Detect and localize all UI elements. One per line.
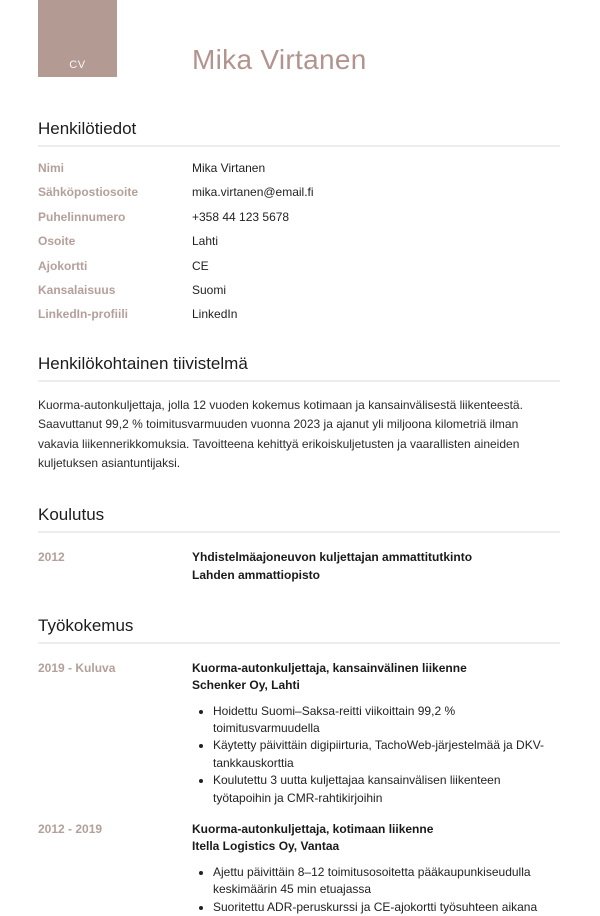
education-entries bbox=[38, 549, 560, 583]
entry-bullet: • Suoritettu ADR-peruskurssi ja CE-ajokortti työsuhteen aikana bbox=[213, 899, 560, 916]
info-row-value: +358 44 123 5678 bbox=[192, 209, 290, 224]
entry-period: 2012 bbox=[38, 550, 65, 565]
entry-subtitle: Itella Logistics Oy, Vantaa bbox=[192, 838, 340, 853]
experience-entries bbox=[38, 660, 560, 916]
info-row-value: Mika Virtanen bbox=[192, 161, 266, 175]
entry-period: 2012 - 2019 bbox=[38, 821, 103, 836]
info-row-label: Kansalaisuus bbox=[38, 282, 116, 297]
section-heading-personal: Henkilötiedot bbox=[38, 119, 560, 147]
cv-badge bbox=[38, 0, 117, 77]
entry-body bbox=[192, 549, 560, 583]
entry-bullet: • Käytetty päivittäin digipiirturia, TachoWeb-järjestelmää ja DKV-tankkauskorttia bbox=[213, 737, 560, 772]
entry-bullet: • Hoidettu Suomi–Saksa-reitti viikoittain 99,2 % toimitusvarmuudella bbox=[213, 703, 560, 738]
entry-bullet-list bbox=[192, 864, 560, 916]
cv-header bbox=[0, 0, 600, 77]
section-heading-summary: Henkilökohtainen tiivistelmä bbox=[38, 354, 560, 382]
info-row-value: Lahti bbox=[192, 234, 219, 249]
section-heading-education: Koulutus bbox=[38, 505, 560, 533]
entry-title: Yhdistelmäajoneuvon kuljettajan ammattitutkinto bbox=[192, 550, 473, 565]
personal-info-grid bbox=[38, 161, 560, 322]
entry-subtitle: Lahden ammattiopisto bbox=[192, 567, 321, 582]
entry-period: 2019 - Kuluva bbox=[38, 660, 116, 675]
info-row-label: LinkedIn-profiili bbox=[38, 307, 128, 322]
info-row-label: Ajokortti bbox=[38, 258, 88, 273]
timeline-entry bbox=[38, 660, 560, 807]
entry-title: Kuorma-autonkuljettaja, kansainvälinen liikenne bbox=[192, 660, 467, 675]
info-row-label: Nimi bbox=[38, 161, 65, 175]
info-row-value: LinkedIn bbox=[192, 307, 238, 322]
cv-content bbox=[0, 119, 600, 916]
info-row-value: mika.virtanen@email.fi bbox=[192, 185, 314, 200]
timeline-entry bbox=[38, 821, 560, 916]
info-row-value: CE bbox=[192, 258, 209, 273]
entry-bullet: • Ajettu päivittäin 8–12 toimitusosoitetta pääkaupunkiseudulla keskimäärin 45 min etuajassa bbox=[213, 864, 560, 899]
info-row-value: Suomi bbox=[192, 282, 227, 297]
entry-title: Kuorma-autonkuljettaja, kotimaan liikenne bbox=[192, 821, 434, 836]
entry-bullet-list bbox=[192, 703, 560, 807]
summary-paragraph: Kuorma-autonkuljettaja, jolla 12 vuoden kokemus kotimaan ja kansainvälisestä liikenteestä. Saavuttanut 99,2 % toimitusvarmuuden vuonna 2023 ja ajanut yli miljoona kilometriä ilman vakavia liikennerikkomuksia. Tavoitteena kehittyä erikoiskuljetusten ja vaarallisten aineiden kuljetuksen asiantuntijaksi. bbox=[38, 397, 523, 471]
section-heading-experience: Työkokemus bbox=[38, 616, 560, 644]
entry-subtitle: Schenker Oy, Lahti bbox=[192, 677, 300, 692]
entry-bullet: • Koulutettu 3 uutta kuljettajaa kansainvälisen liikenteen työtapoihin ja CMR-rahtikirjoihin bbox=[213, 772, 560, 807]
timeline-entry bbox=[38, 549, 560, 583]
entry-body bbox=[192, 821, 560, 916]
info-row-label: Puhelinnumero bbox=[38, 209, 126, 224]
entry-body bbox=[192, 660, 560, 807]
info-row-label: Osoite bbox=[38, 234, 76, 249]
cv-badge-label: CV bbox=[69, 59, 86, 71]
info-row-label: Sähköpostiosoite bbox=[38, 185, 139, 200]
page-title: Mika Virtanen bbox=[192, 44, 367, 75]
